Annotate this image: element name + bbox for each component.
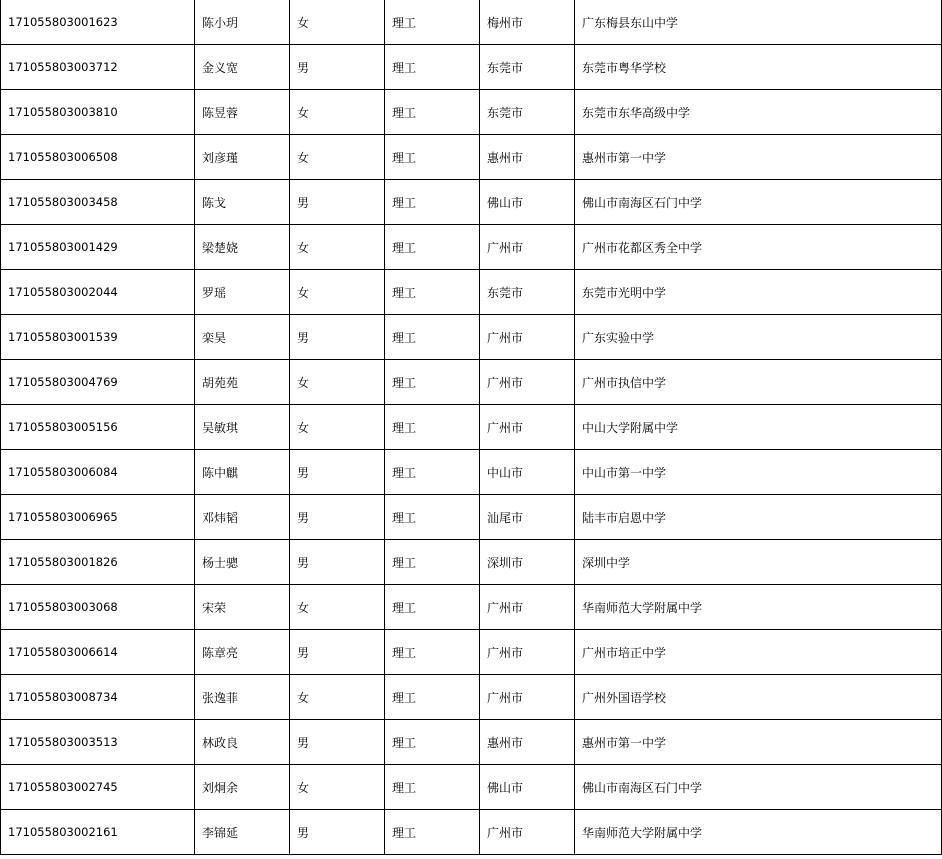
- city-cell: 深圳市: [480, 540, 575, 585]
- subject-cell: 理工: [385, 630, 480, 675]
- school-cell: 惠州市第一中学: [575, 720, 942, 765]
- candidate-id-cell: 171055803003810: [1, 90, 195, 135]
- student-name-cell: 罗瑶: [195, 270, 290, 315]
- student-name-cell: 栾昊: [195, 315, 290, 360]
- subject-cell: 理工: [385, 540, 480, 585]
- student-name-cell: 张逸菲: [195, 675, 290, 720]
- table-row: [1, 720, 942, 765]
- city-cell: 东莞市: [480, 90, 575, 135]
- subject-cell: 理工: [385, 45, 480, 90]
- student-name-cell: 陈小玥: [195, 0, 290, 45]
- gender-cell: 女: [290, 225, 385, 270]
- student-name-cell: 刘炯余: [195, 765, 290, 810]
- subject-cell: 理工: [385, 765, 480, 810]
- city-cell: 广州市: [480, 585, 575, 630]
- gender-cell: 男: [290, 630, 385, 675]
- table-row: [1, 225, 942, 270]
- student-name-cell: 梁楚娆: [195, 225, 290, 270]
- subject-cell: 理工: [385, 135, 480, 180]
- subject-cell: 理工: [385, 675, 480, 720]
- school-cell: 中山市第一中学: [575, 450, 942, 495]
- gender-cell: 女: [290, 765, 385, 810]
- candidate-id-cell: 171055803003513: [1, 720, 195, 765]
- student-name-cell: 陈章亮: [195, 630, 290, 675]
- school-cell: 佛山市南海区石门中学: [575, 765, 942, 810]
- gender-cell: 女: [290, 405, 385, 450]
- student-name-cell: 刘彦瑾: [195, 135, 290, 180]
- city-cell: 广州市: [480, 810, 575, 855]
- table-body: [1, 0, 942, 855]
- school-cell: 中山大学附属中学: [575, 405, 942, 450]
- school-cell: 广州市执信中学: [575, 360, 942, 405]
- subject-cell: 理工: [385, 270, 480, 315]
- school-cell: 广州市花都区秀全中学: [575, 225, 942, 270]
- candidate-id-cell: 171055803003712: [1, 45, 195, 90]
- city-cell: 广州市: [480, 675, 575, 720]
- table-row: [1, 90, 942, 135]
- subject-cell: 理工: [385, 360, 480, 405]
- city-cell: 广州市: [480, 360, 575, 405]
- gender-cell: 男: [290, 540, 385, 585]
- candidate-id-cell: 171055803002745: [1, 765, 195, 810]
- table-row: [1, 630, 942, 675]
- subject-cell: 理工: [385, 450, 480, 495]
- table-row: [1, 675, 942, 720]
- city-cell: 广州市: [480, 405, 575, 450]
- subject-cell: 理工: [385, 180, 480, 225]
- gender-cell: 女: [290, 270, 385, 315]
- subject-cell: 理工: [385, 495, 480, 540]
- candidate-id-cell: 171055803001623: [1, 0, 195, 45]
- student-name-cell: 陈戈: [195, 180, 290, 225]
- candidate-id-cell: 171055803006084: [1, 450, 195, 495]
- candidate-id-cell: 171055803001826: [1, 540, 195, 585]
- gender-cell: 男: [290, 450, 385, 495]
- city-cell: 惠州市: [480, 720, 575, 765]
- table-row: [1, 135, 942, 180]
- student-name-cell: 胡苑苑: [195, 360, 290, 405]
- table-row: [1, 315, 942, 360]
- table-row: [1, 360, 942, 405]
- candidate-id-cell: 171055803002044: [1, 270, 195, 315]
- candidate-id-cell: 171055803001539: [1, 315, 195, 360]
- candidate-id-cell: 171055803008734: [1, 675, 195, 720]
- candidate-id-cell: 171055803003458: [1, 180, 195, 225]
- city-cell: 广州市: [480, 315, 575, 360]
- student-name-cell: 陈中麒: [195, 450, 290, 495]
- school-cell: 东莞市光明中学: [575, 270, 942, 315]
- table-row: [1, 585, 942, 630]
- school-cell: 广州市培正中学: [575, 630, 942, 675]
- student-name-cell: 林政良: [195, 720, 290, 765]
- city-cell: 东莞市: [480, 45, 575, 90]
- school-cell: 惠州市第一中学: [575, 135, 942, 180]
- subject-cell: 理工: [385, 585, 480, 630]
- gender-cell: 女: [290, 360, 385, 405]
- gender-cell: 女: [290, 0, 385, 45]
- subject-cell: 理工: [385, 90, 480, 135]
- candidate-id-cell: 171055803005156: [1, 405, 195, 450]
- candidate-id-cell: 171055803002161: [1, 810, 195, 855]
- table-row: [1, 765, 942, 810]
- gender-cell: 男: [290, 45, 385, 90]
- gender-cell: 男: [290, 315, 385, 360]
- table-row: [1, 450, 942, 495]
- student-name-cell: 金义宽: [195, 45, 290, 90]
- gender-cell: 女: [290, 585, 385, 630]
- table-row: [1, 405, 942, 450]
- school-cell: 华南师范大学附属中学: [575, 810, 942, 855]
- gender-cell: 女: [290, 135, 385, 180]
- school-cell: 华南师范大学附属中学: [575, 585, 942, 630]
- candidate-id-cell: 171055803006965: [1, 495, 195, 540]
- subject-cell: 理工: [385, 0, 480, 45]
- subject-cell: 理工: [385, 405, 480, 450]
- gender-cell: 男: [290, 810, 385, 855]
- table-row: [1, 180, 942, 225]
- school-cell: 东莞市粤华学校: [575, 45, 942, 90]
- city-cell: 佛山市: [480, 180, 575, 225]
- gender-cell: 女: [290, 675, 385, 720]
- subject-cell: 理工: [385, 225, 480, 270]
- student-name-cell: 吴敏琪: [195, 405, 290, 450]
- city-cell: 佛山市: [480, 765, 575, 810]
- city-cell: 广州市: [480, 630, 575, 675]
- student-name-cell: 杨士骢: [195, 540, 290, 585]
- candidate-id-cell: 171055803003068: [1, 585, 195, 630]
- city-cell: 中山市: [480, 450, 575, 495]
- school-cell: 佛山市南海区石门中学: [575, 180, 942, 225]
- candidate-id-cell: 171055803004769: [1, 360, 195, 405]
- city-cell: 广州市: [480, 225, 575, 270]
- candidate-id-cell: 171055803006614: [1, 630, 195, 675]
- gender-cell: 女: [290, 90, 385, 135]
- city-cell: 汕尾市: [480, 495, 575, 540]
- school-cell: 陆丰市启恩中学: [575, 495, 942, 540]
- school-cell: 深圳中学: [575, 540, 942, 585]
- table-row: [1, 495, 942, 540]
- school-cell: 广东梅县东山中学: [575, 0, 942, 45]
- table-row: [1, 810, 942, 855]
- table-row: [1, 540, 942, 585]
- subject-cell: 理工: [385, 810, 480, 855]
- table-row: [1, 270, 942, 315]
- gender-cell: 男: [290, 180, 385, 225]
- candidate-id-cell: 171055803001429: [1, 225, 195, 270]
- table-row: [1, 0, 942, 45]
- city-cell: 东莞市: [480, 270, 575, 315]
- school-cell: 广东实验中学: [575, 315, 942, 360]
- school-cell: 东莞市东华高级中学: [575, 90, 942, 135]
- student-name-cell: 邓炜韬: [195, 495, 290, 540]
- gender-cell: 男: [290, 495, 385, 540]
- subject-cell: 理工: [385, 720, 480, 765]
- candidate-id-cell: 171055803006508: [1, 135, 195, 180]
- student-name-cell: 宋荣: [195, 585, 290, 630]
- subject-cell: 理工: [385, 315, 480, 360]
- table-row: [1, 45, 942, 90]
- school-cell: 广州外国语学校: [575, 675, 942, 720]
- student-name-cell: 李锦延: [195, 810, 290, 855]
- gender-cell: 男: [290, 720, 385, 765]
- city-cell: 惠州市: [480, 135, 575, 180]
- city-cell: 梅州市: [480, 0, 575, 45]
- student-name-cell: 陈昱蓉: [195, 90, 290, 135]
